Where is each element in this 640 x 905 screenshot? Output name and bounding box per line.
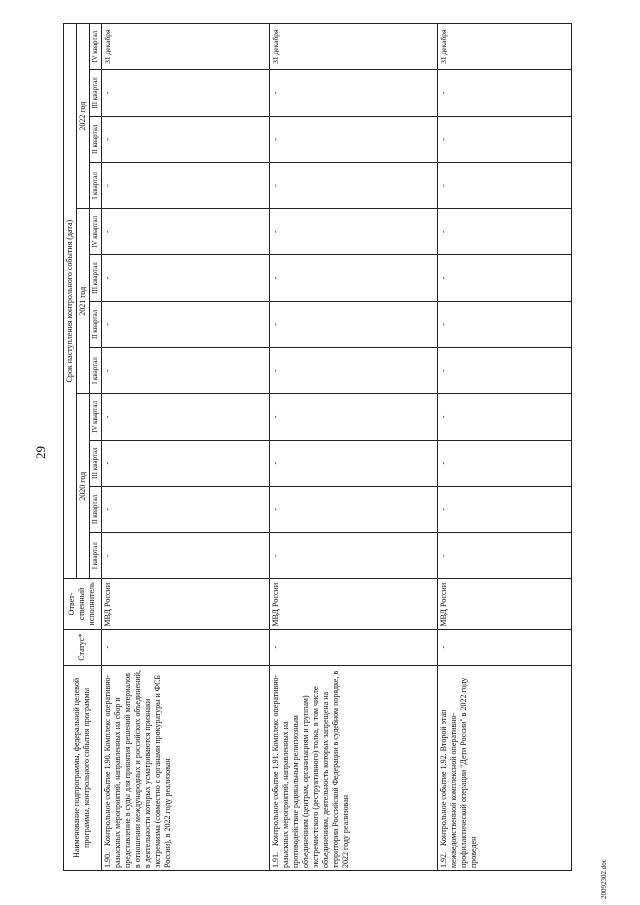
quarter-cell: - <box>437 301 571 347</box>
quarter-cell: - <box>101 116 269 162</box>
quarter-cell: - <box>269 70 437 116</box>
quarter-cell: - <box>269 301 437 347</box>
executor-cell: МВД России <box>437 579 571 629</box>
event-number: 1.92. <box>438 852 448 868</box>
executor-cell: МВД России <box>269 579 437 629</box>
event-name: Контрольное событие 1.92. Второй этап межведомственной комплексной оперативно-профилактической операции "Дети России" в 2022 году проведен <box>438 677 478 868</box>
header-quarter: I квартал <box>90 533 102 579</box>
quarter-cell: - <box>101 209 269 255</box>
table-row <box>269 24 437 871</box>
quarter-cell: - <box>269 533 437 579</box>
event-number: 1.90. <box>102 852 112 868</box>
quarter-cell: - <box>437 394 571 440</box>
quarter-cell: - <box>101 440 269 486</box>
quarter-cell: - <box>269 486 437 532</box>
header-quarter: II квартал <box>90 116 102 162</box>
quarter-cell: - <box>269 394 437 440</box>
status-cell: - <box>269 629 437 665</box>
header-year: 2020 год <box>77 394 90 579</box>
quarter-cell: - <box>269 209 437 255</box>
status-cell: - <box>437 629 571 665</box>
quarter-cell: - <box>437 162 571 208</box>
quarter-cell: - <box>101 394 269 440</box>
header-deadline-group: Срок наступления контрольного события (дата) <box>64 24 77 579</box>
header-quarter: II квартал <box>90 486 102 532</box>
quarter-cell: - <box>437 209 571 255</box>
header-quarter: I квартал <box>90 162 102 208</box>
header-quarter: III квартал <box>90 255 102 301</box>
event-name: Контрольное событие 1.90. Комплекс оперативно-разыскных мероприятий, направленных на сбор и представление в суды для принятия решений материалов в отношении международных и российских объединений, в деятельности которых усматриваются признаки экстремизма (совместно с органами прокуратуры и ФСБ России), в 2022 году реализован <box>102 670 172 868</box>
header-year: 2022 год <box>77 24 90 209</box>
quarter-cell: - <box>437 116 571 162</box>
header-quarter: IV квартал <box>90 209 102 255</box>
quarter-cell: - <box>101 347 269 393</box>
quarter-cell: - <box>101 162 269 208</box>
quarter-cell: - <box>101 486 269 532</box>
page-number: 29 <box>33 446 48 459</box>
quarter-cell: - <box>269 347 437 393</box>
table-row <box>437 24 571 871</box>
deadline-cell: 31 декабря <box>437 24 571 70</box>
header-executor: Ответ-ственный исполнитель <box>64 579 102 629</box>
executor-cell: МВД России <box>101 579 269 629</box>
header-row-1 <box>64 24 77 871</box>
header-quarter: IV квартал <box>90 394 102 440</box>
status-cell: - <box>101 629 269 665</box>
event-name-cell <box>269 665 437 870</box>
header-name: Наименование подпрограммы, федеральной целевой программы, контрольного события программы <box>64 665 102 870</box>
quarter-cell: - <box>101 255 269 301</box>
header-quarter: III квартал <box>90 70 102 116</box>
quarter-cell: - <box>101 533 269 579</box>
deadline-cell: 31 декабря <box>269 24 437 70</box>
header-year: 2021 год <box>77 209 90 394</box>
header-quarter: IV квартал <box>90 24 102 70</box>
event-number: 1.91. <box>270 852 280 868</box>
deadline-cell: 31 декабря <box>101 24 269 70</box>
quarter-cell: - <box>437 347 571 393</box>
event-name-cell <box>437 665 571 870</box>
quarter-cell: - <box>269 116 437 162</box>
quarter-cell: - <box>101 301 269 347</box>
quarter-cell: - <box>437 533 571 579</box>
header-status: Статус* <box>64 629 102 665</box>
quarter-cell: - <box>437 70 571 116</box>
event-name: Контрольное событие 1.91. Комплекс оперативно-разыскных мероприятий, направленных на противодействие радикальным религиозным объединениям (центрам, организациям и группам) экстремистского (деструктивного) толка, в том числе объединениям, деятельность которых запрещена на территории Российской Федерации в судебном порядке, в 2022 году реализован <box>270 670 350 868</box>
quarter-cell: - <box>269 440 437 486</box>
event-name-cell <box>101 665 269 870</box>
header-quarter: I квартал <box>90 347 102 393</box>
quarter-cell: - <box>101 70 269 116</box>
quarter-cell: - <box>269 162 437 208</box>
header-quarter: III квартал <box>90 440 102 486</box>
quarter-cell: - <box>269 255 437 301</box>
table-row <box>101 24 269 871</box>
quarter-cell: - <box>437 486 571 532</box>
quarter-cell: - <box>437 440 571 486</box>
quarter-cell: - <box>437 255 571 301</box>
footer-filename: 20092302.doc <box>600 859 608 899</box>
header-quarter: II квартал <box>90 301 102 347</box>
control-events-table <box>63 23 572 871</box>
